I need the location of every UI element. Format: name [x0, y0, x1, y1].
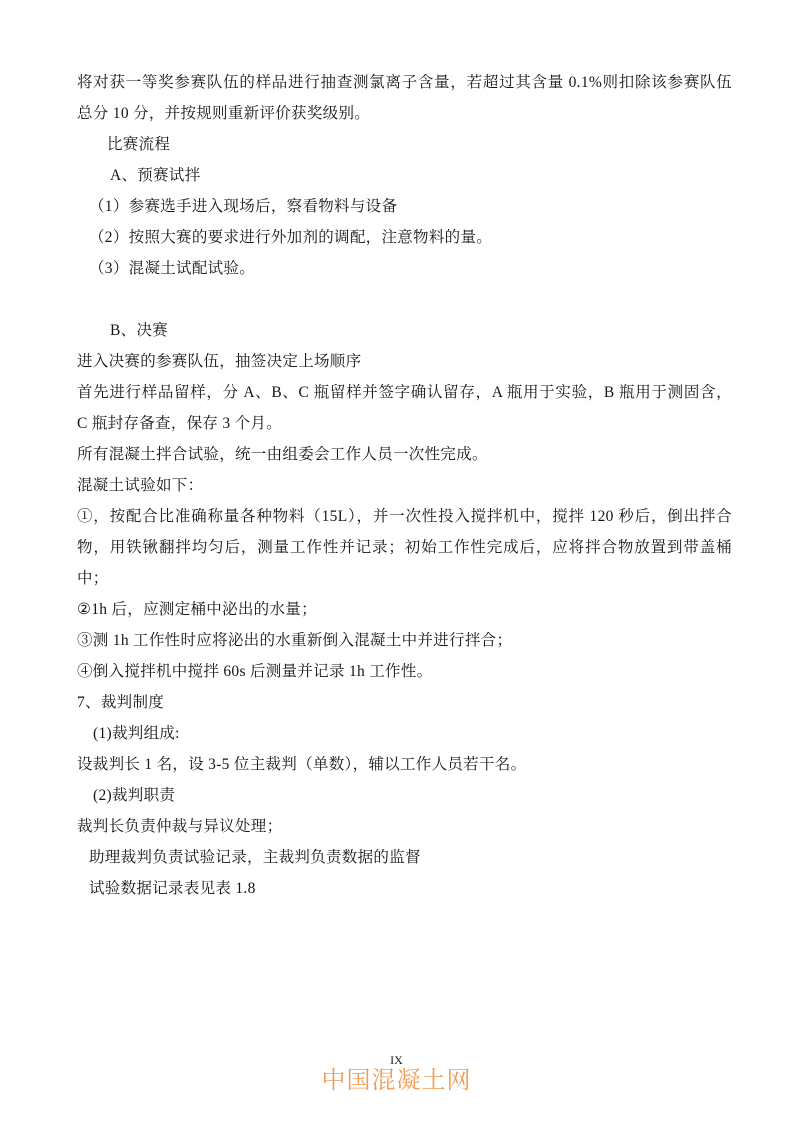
text-line: 所有混凝土拌合试验，统一由组委会工作人员一次性完成。: [77, 446, 488, 463]
page-number: IX: [390, 1053, 403, 1067]
text-line: ①，按配合比准确称量各种物料（15L），并一次性投入搅拌机中，搅拌 120 秒后，倒出拌合: [77, 508, 732, 525]
watermark-logo: 中国混凝土网: [321, 1067, 472, 1094]
text-line: （2）按照大赛的要求进行外加剂的调配，注意物料的量。: [89, 229, 493, 246]
text-line: 进入决赛的参赛队伍，抽签决定上场顺序: [77, 353, 362, 370]
text-line: [77, 284, 732, 315]
text-line: 设裁判长 1 名，设 3-5 位主裁判（单数），辅以工作人员若干名。: [77, 756, 527, 773]
text-line: 总分 10 分，并按规则重新评价获奖级别。: [77, 105, 371, 122]
text-line: 裁判长负责仲裁与异议处理；: [77, 818, 283, 835]
text-line: 混凝土试验如下：: [77, 477, 204, 494]
text-line: 助理裁判负责试验记录，主裁判负责数据的监督: [89, 849, 421, 866]
text-line: 物，用铁锹翻拌均匀后，测量工作性并记录；初始工作性完成后，应将拌合物放置到带盖桶: [77, 539, 732, 556]
document-body: [77, 67, 732, 904]
text-line: (2)裁判职责: [93, 787, 176, 804]
text-line: 将对获一等奖参赛队伍的样品进行抽查测氯离子含量，若超过其含量 0.1%则扣除该参赛队伍: [77, 74, 732, 91]
text-line: 试验数据记录表见表 1.8: [89, 880, 256, 897]
text-line: C 瓶封存备查，保存 3 个月。: [77, 415, 283, 432]
text-line: 7、裁判制度: [77, 694, 165, 711]
text-line: ②1h 后，应测定桶中泌出的水量；: [77, 601, 317, 618]
text-line: 首先进行样品留样，分 A、B、C 瓶留样并签字确认留存，A 瓶用于实验，B 瓶用于测固含，: [77, 384, 732, 401]
text-line: (1)裁判组成:: [93, 725, 180, 742]
text-line: 中；: [77, 570, 109, 587]
text-line: B、决赛: [110, 322, 169, 339]
text-line: 比赛流程: [107, 136, 171, 153]
text-line: ③测 1h 工作性时应将泌出的水重新倒入混凝土中并进行拌合；: [77, 632, 513, 649]
text-line: （3）混凝土试配试验。: [89, 260, 256, 277]
text-line: ④倒入搅拌机中搅拌 60s 后测量并记录 1h 工作性。: [77, 663, 433, 680]
text-line: A、预赛试拌: [110, 167, 201, 184]
text-line: （1）参赛选手进入现场后，察看物料与设备: [89, 198, 398, 215]
